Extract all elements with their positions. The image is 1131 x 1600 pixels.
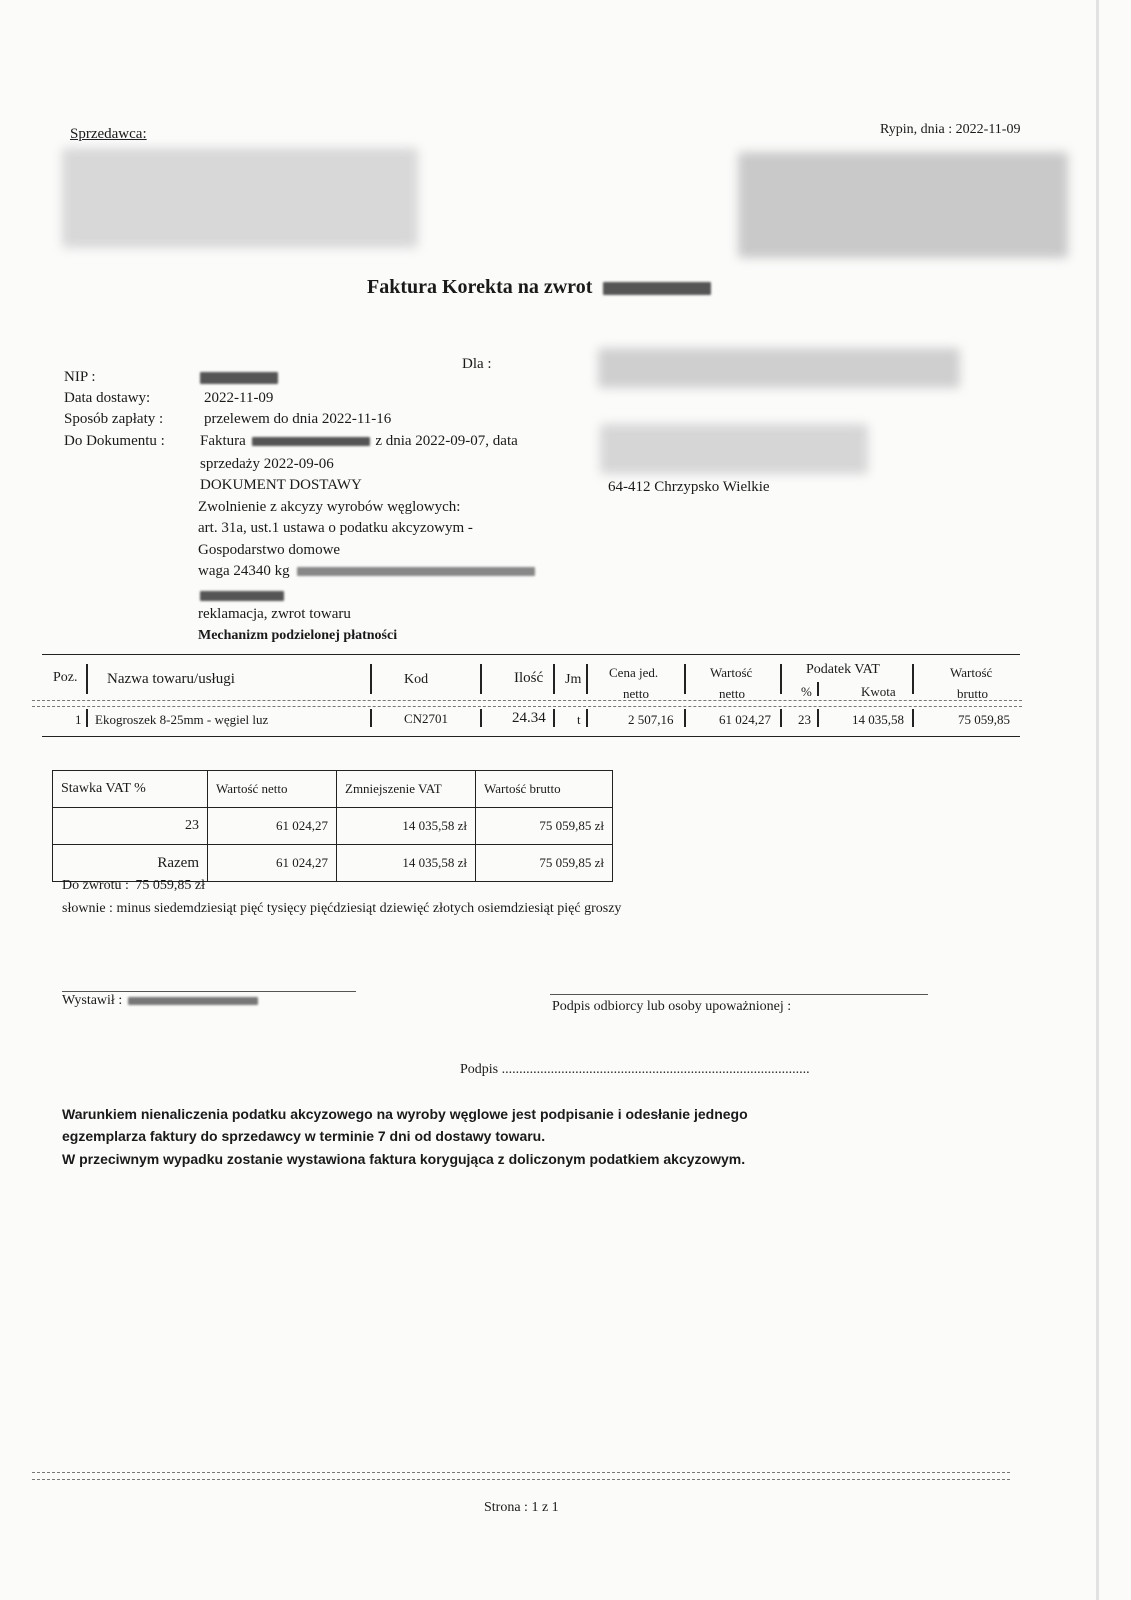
excise-notice-line-1: Warunkiem nienaliczenia podatku akcyzowego na wyroby węglowe jest podpisanie i odesłanie jednego [62, 1106, 748, 1122]
col-sep [684, 664, 686, 694]
weight-note-redacted [297, 567, 535, 576]
col-header-unit: Jm [565, 672, 582, 687]
items-table-bottom-rule [42, 736, 1020, 737]
weight-note-redacted-2 [200, 591, 284, 601]
document-line-8: reklamacja, zwrot towaru [198, 606, 351, 622]
payment-label: Sposób zapłaty : [64, 411, 164, 427]
vat-row-reduction: 14 035,58 zł [337, 808, 476, 845]
seller-address-redacted [62, 148, 418, 248]
col-header-name: Nazwa towaru/usługi [107, 671, 235, 687]
col-header-vat: Podatek VAT [806, 662, 880, 677]
amount-in-words: słownie : minus siedemdziesiąt pięć tysięcy pięćdziesiąt dziewięć złotych osiemdziesiąt pięć groszy [62, 901, 622, 916]
row-sep [912, 709, 914, 727]
col-sep [817, 682, 819, 696]
col-sep [370, 664, 372, 694]
item-gross: 75 059,85 [958, 712, 1010, 727]
document-number-redacted [252, 437, 370, 446]
vat-total-gross: 75 059,85 zł [476, 845, 613, 882]
item-pos: 1 [75, 712, 82, 727]
document-line-2: sprzedaży 2022-09-06 [200, 456, 334, 472]
vat-header-net: Wartość netto [208, 771, 337, 808]
invoice-number-redacted [603, 282, 711, 295]
col-sep [553, 664, 555, 694]
vat-total-label: Razem [53, 845, 208, 882]
document-type: Faktura [200, 433, 246, 449]
row-sep [586, 709, 588, 727]
vat-row-net: 61 024,27 [208, 808, 337, 845]
vat-header-gross: Wartość brutto [476, 771, 613, 808]
item-price: 2 507,16 [628, 712, 674, 727]
document-line-7 [198, 563, 535, 580]
col-sep [780, 664, 782, 694]
excise-notice-line-2: egzemplarza faktury do sprzedawcy w terminie 7 dni od dostawy towaru. [62, 1128, 546, 1144]
item-vat-amount: 14 035,58 [852, 712, 904, 727]
item-code: CN2701 [404, 711, 449, 726]
col-header-gross-1: Wartość [950, 665, 993, 680]
nip-label: NIP : [64, 369, 96, 385]
document-date: z dnia 2022-09-07, data [375, 433, 518, 449]
signature-line: Podpis ........................................................................................ [460, 1062, 810, 1077]
item-vat-pct: 23 [798, 712, 811, 727]
buyer-name-redacted [598, 348, 960, 388]
items-table-top-rule [42, 654, 1020, 655]
issuer-signature-rule [62, 991, 356, 992]
refund-amount: 75 059,85 zł [135, 878, 205, 893]
col-sep [86, 664, 88, 694]
issuer-name-redacted [128, 997, 258, 1005]
buyer-street-redacted [600, 424, 868, 474]
vat-row-rate: 23 [53, 808, 208, 845]
buyer-city: 64-412 Chrzypsko Wielkie [608, 479, 770, 495]
delivery-date-label: Data dostawy: [64, 390, 151, 406]
item-net: 61 024,27 [719, 712, 771, 727]
weight-text: waga 24340 kg [198, 563, 290, 579]
refund-line [62, 878, 205, 894]
issued-by [62, 993, 258, 1009]
nip-redacted [200, 372, 278, 384]
excise-notice-line-3: W przeciwnym wypadku zostanie wystawiona faktura korygująca z doliczonym podatkiem akcyzowym. [62, 1151, 746, 1167]
for-label: Dla : [462, 356, 492, 372]
vat-summary-table [52, 770, 613, 882]
document-label: Do Dokumentu : [64, 433, 165, 449]
vat-row-gross: 75 059,85 zł [476, 808, 613, 845]
vat-header-rate: Stawka VAT % [53, 771, 208, 808]
col-header-vat-pct: % [801, 684, 812, 699]
document-line-3: DOKUMENT DOSTAWY [200, 477, 362, 493]
buyer-header-redacted [738, 152, 1068, 258]
invoice-title-text: Faktura Korekta na zwrot [367, 276, 593, 298]
item-unit: t [577, 712, 581, 727]
seller-label: Sprzedawca: [70, 126, 147, 142]
col-header-gross-2: brutto [957, 686, 989, 701]
row-sep [86, 709, 88, 727]
col-header-pos: Poz. [53, 670, 78, 685]
row-sep [480, 709, 482, 727]
row-sep [684, 709, 686, 727]
col-sep [586, 664, 588, 694]
col-header-code: Kod [404, 672, 429, 687]
col-header-vat-amount: Kwota [861, 684, 896, 699]
vat-header-reduction: Zmniejszenie VAT [337, 771, 476, 808]
row-sep [370, 709, 372, 727]
col-header-net-1: Wartość [710, 665, 753, 680]
invoice-title [367, 276, 711, 299]
col-sep [480, 664, 482, 694]
vat-total-net: 61 024,27 [208, 845, 337, 882]
col-header-net-2: netto [719, 686, 745, 701]
document-line-6: Gospodarstwo domowe [198, 542, 341, 558]
col-sep [912, 664, 914, 694]
recipient-signature-rule [550, 994, 928, 995]
vat-total-reduction: 14 035,58 zł [337, 845, 476, 882]
recipient-signature-label: Podpis odbiorcy lub osoby upoważnionej : [552, 999, 792, 1014]
col-header-price-2: netto [623, 686, 649, 701]
scan-edge [1096, 0, 1099, 1600]
delivery-date: 2022-11-09 [204, 390, 274, 406]
item-name: Ekogroszek 8-25mm - węgiel luz [95, 712, 269, 727]
document-line-4: Zwolnienie z akcyzy wyrobów węglowych: [198, 499, 461, 515]
payment-method: przelewem do dnia 2022-11-16 [204, 411, 392, 427]
col-header-price-1: Cena jed. [609, 665, 659, 680]
page-number: Strona : 1 z 1 [484, 1500, 559, 1515]
row-sep [817, 709, 819, 727]
col-header-qty: Ilość [514, 670, 544, 686]
issued-by-label: Wystawił : [62, 993, 123, 1008]
place-date: Rypin, dnia : 2022-11-09 [880, 122, 1021, 137]
footer-dashed-rule [32, 1472, 1010, 1480]
refund-label: Do zwrotu : [62, 878, 129, 893]
document-line-1 [200, 433, 518, 450]
split-payment: Mechanizm podzielonej płatności [198, 628, 398, 643]
item-qty: 24.34 [512, 710, 546, 726]
document-line-5: art. 31a, ust.1 ustawa o podatku akcyzowym - [198, 520, 473, 536]
row-sep [780, 709, 782, 727]
row-sep [553, 709, 555, 727]
items-header-dashed-rule [32, 700, 1022, 707]
